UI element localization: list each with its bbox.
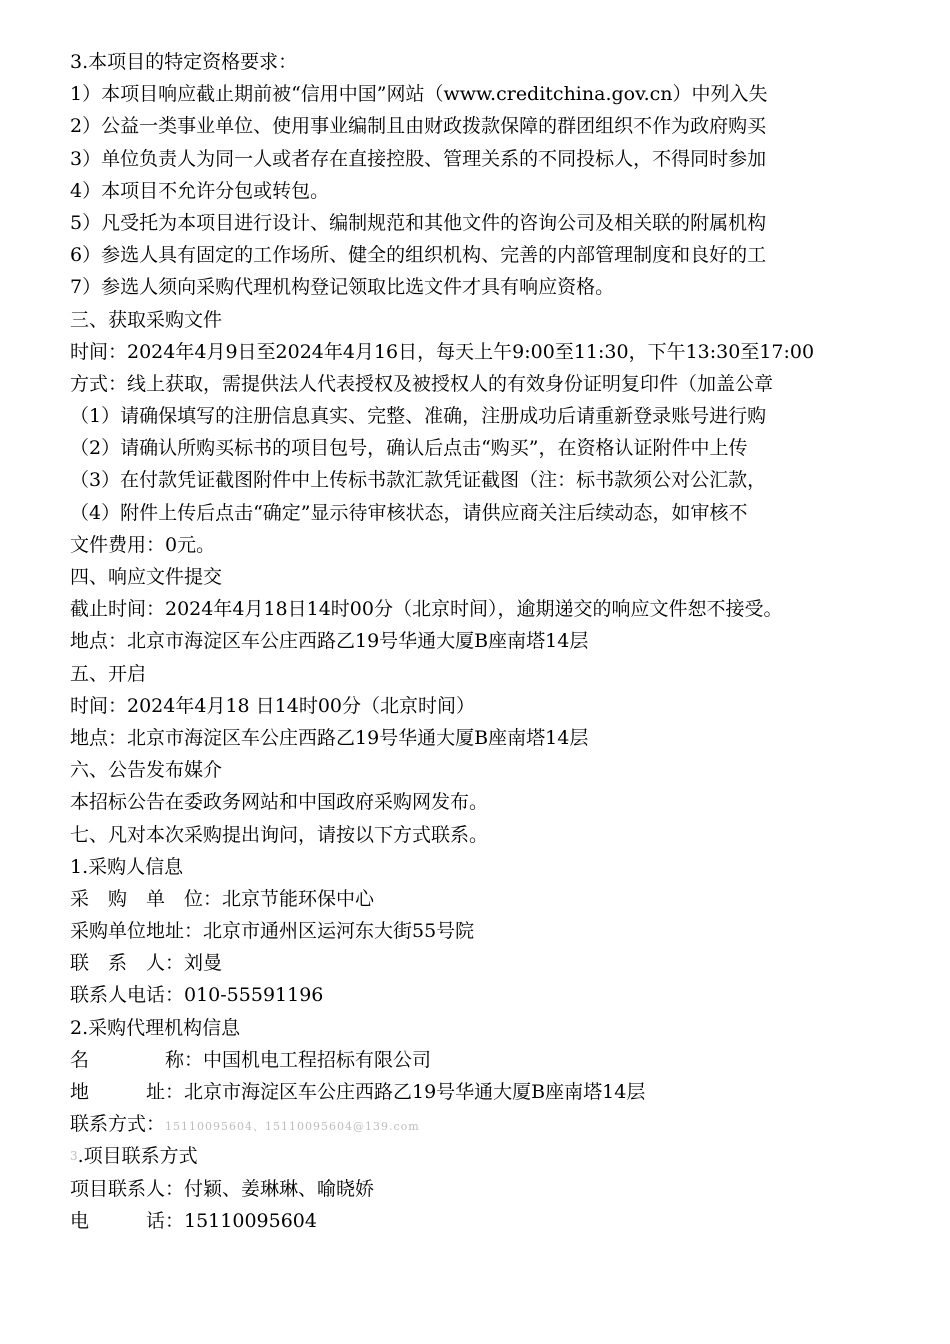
- text-line: 7）参选人须向采购代理机构登记领取比选文件才具有响应资格。: [70, 276, 615, 299]
- text-line: 文件费用：0元。: [70, 533, 216, 556]
- section-heading: 六、公告发布媒介: [70, 759, 223, 782]
- text-line: 地点：北京市海淀区车公庄西路乙19号华通大厦B座南塔14层: [70, 630, 589, 653]
- heading-text: .项目联系方式: [77, 1145, 198, 1168]
- text-line: 地点：北京市海淀区车公庄西路乙19号华通大厦B座南塔14层: [70, 726, 589, 749]
- text-line: （4）附件上传后点击“确定”显示待审核状态，请供应商关注后续动态，如审核不: [70, 501, 748, 524]
- text-line: 电 话：15110095604: [70, 1209, 317, 1232]
- contact-method-line: [70, 1108, 880, 1140]
- text-line: 2）公益一类事业单位、使用事业编制且由财政拨款保障的群团组织不作为政府购买: [70, 115, 767, 138]
- text-line: 联系人电话：010-55591196: [70, 984, 324, 1007]
- text-line: 本招标公告在委政务网站和中国政府采购网发布。: [70, 791, 489, 814]
- text-line: 截止时间：2024年4月18日14时00分（北京时间），逾期递交的响应文件恕不接受。: [70, 598, 783, 621]
- text-line: 4）本项目不允许分包或转包。: [70, 179, 330, 202]
- contact-method-label: 联系方式：: [70, 1113, 166, 1136]
- subsection-heading: 2.采购代理机构信息: [70, 1016, 241, 1039]
- section-heading: 五、开启: [70, 662, 147, 685]
- text-line: 时间：2024年4月18 日14时00分（北京时间）: [70, 694, 476, 717]
- text-line: 联 系 人：刘曼: [70, 952, 223, 975]
- text-line: 6）参选人具有固定的工作场所、健全的组织机构、完善的内部管理制度和良好的工: [70, 244, 767, 267]
- text-line: 名 称：中国机电工程招标有限公司: [70, 1048, 432, 1071]
- section-heading: 四、响应文件提交: [70, 566, 223, 588]
- section-heading: 三、获取采购文件: [70, 308, 223, 331]
- text-line: 项目联系人：付颖、姜琳琳、喻晓娇: [70, 1177, 375, 1200]
- contact-method-faint-text: 15110095604、15110095604@139.com: [165, 1120, 420, 1134]
- document-body: [70, 46, 880, 1237]
- text-line: 5）凡受托为本项目进行设计、编制规范和其他文件的咨询公司及相关联的附属机构: [70, 211, 767, 234]
- text-line: 采购单位地址：北京市通州区运河东大街55号院: [70, 920, 475, 943]
- subsection-heading: 1.采购人信息: [70, 855, 184, 878]
- subsection-heading: [70, 1140, 880, 1172]
- text-line: 1）本项目响应截止期前被“信用中国”网站（www.creditchina.gov.cn）中列入失: [70, 83, 768, 106]
- text-line: 采 购 单 位：北京节能环保中心: [70, 887, 375, 910]
- text-line: 时间：2024年4月9日至2024年4月16日，每天上午9:00至11:30，下午13:30至17:00: [70, 340, 815, 363]
- text-line: （1）请确保填写的注册信息真实、完整、准确，注册成功后请重新登录账号进行购: [70, 405, 767, 428]
- text-line: （3）在付款凭证截图附件中上传标书款汇款凭证截图（注：标书款须公对公汇款，: [70, 469, 767, 492]
- text-line: 地 址：北京市海淀区车公庄西路乙19号华通大厦B座南塔14层: [70, 1081, 646, 1103]
- heading-number-faint: 3: [70, 1149, 78, 1164]
- text-line: 3.本项目的特定资格要求：: [70, 51, 298, 73]
- section-heading: 七、凡对本次采购提出询问，请按以下方式联系。: [70, 823, 489, 846]
- text-line: 方式：线上获取，需提供法人代表授权及被授权人的有效身份证明复印件（加盖公章: [70, 372, 774, 395]
- text-line: （2）请确认所购买标书的项目包号，确认后点击“购买”，在资格认证附件中上传: [70, 437, 748, 460]
- text-line: 3）单位负责人为同一人或者存在直接控股、管理关系的不同投标人，不得同时参加: [70, 147, 767, 170]
